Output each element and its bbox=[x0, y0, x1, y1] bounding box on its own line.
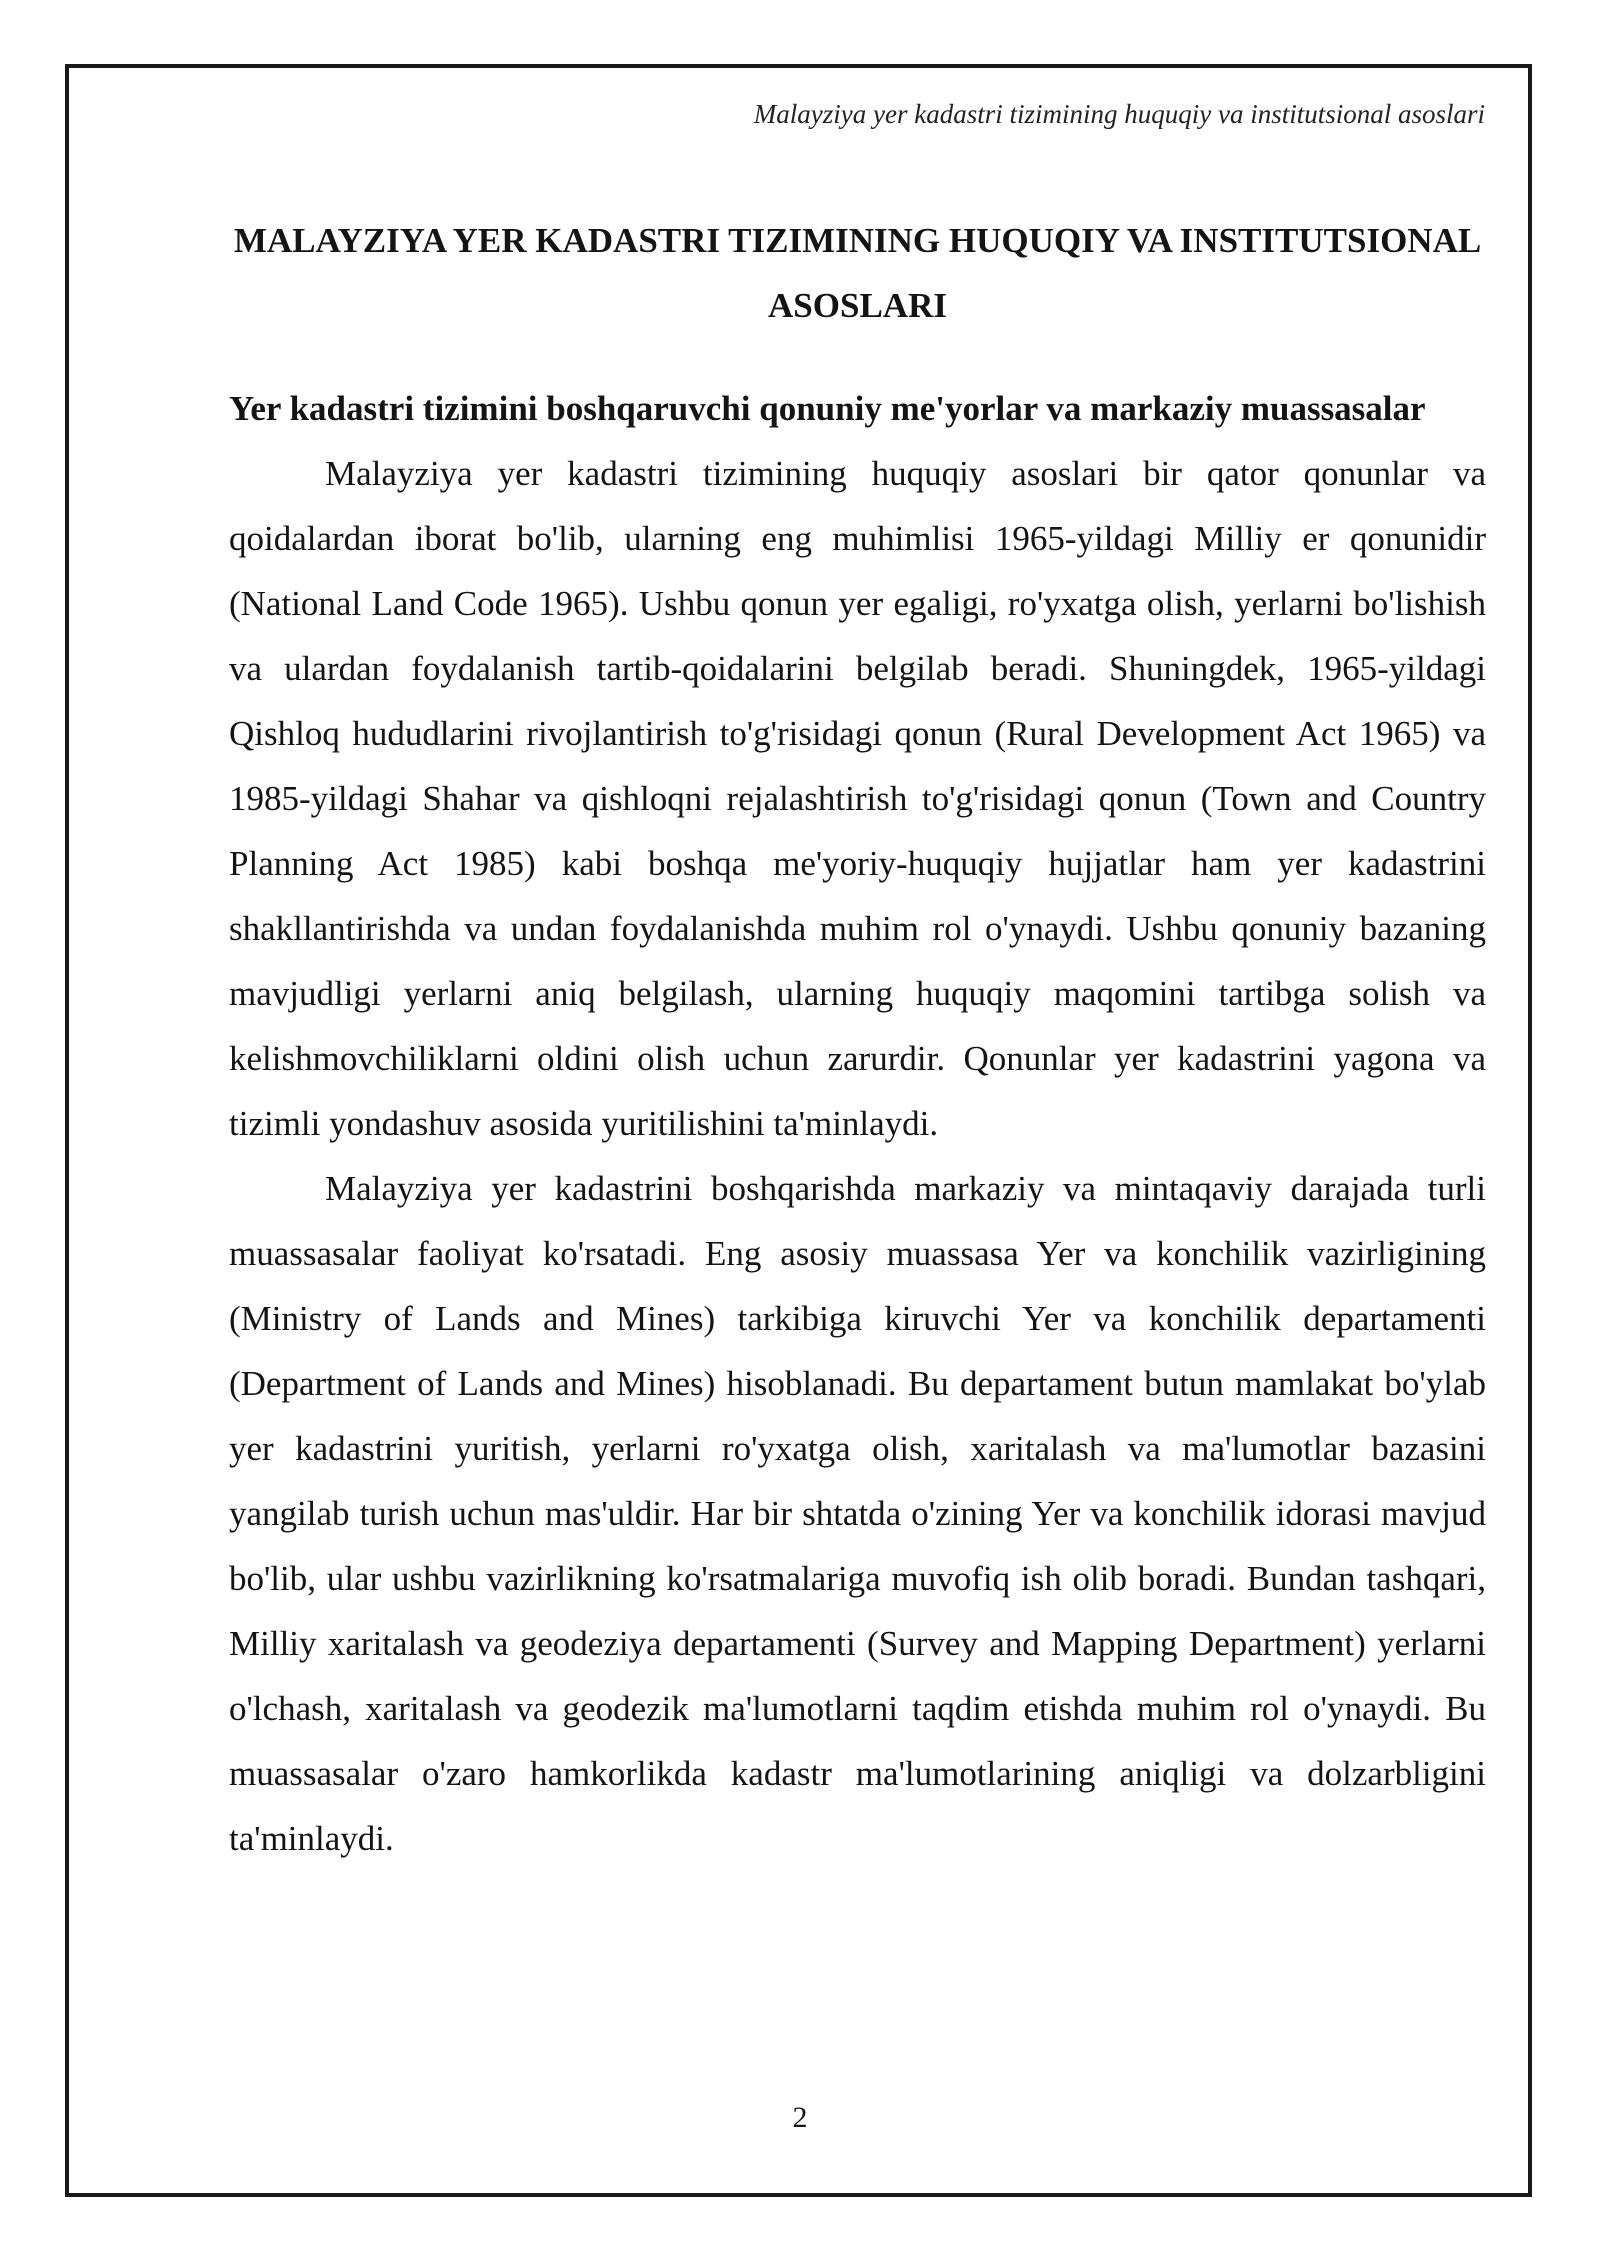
document-body bbox=[229, 208, 1486, 1871]
running-header: Malayziya yer kadastri tizimining huquqiy va institutsional asoslari bbox=[753, 99, 1485, 129]
section-heading: Yer kadastri tizimini boshqaruvchi qonuniy me'yorlar va markaziy muassasalar bbox=[229, 389, 1426, 428]
page-number: 2 bbox=[792, 2101, 808, 2134]
body-paragraph: Malayziya yer kadastri tizimining huquqiy asoslari bir qator qonunlar va qoidalardan iborat bo'lib, ularning eng muhimlisi 1965-yildagi Milliy er qonunidir (National Land Code 1965). Ushbu qonun yer egaligi, ro'yxatga olish, yerlarni bo'lishish va ulardan foydalanish tartib-qoidalarini belgilab beradi. Shuningdek, 1965-yildagi Qishloq hududlarini rivojlantirish to'g'risidagi qonun (Rural Development Act 1965) va 1985-yildagi Shahar va qishloqni rejalashtirish to'g'risidagi qonun (Town and Country Planning Act 1985) kabi boshqa me'yoriy-huquqiy hujjatlar ham yer kadastrini shakllantirishda va undan foydalanishda muhim rol o'ynaydi. Ushbu qonuniy bazaning mavjudligi yerlarni aniq belgilash, ularning huquqiy maqomini tartibga solish va kelishmovchiliklarni oldini olish uchun zarurdir. Qonunlar yer kadastrini yagona va tizimli yondashuv asosida yuritilishini ta'minlaydi. bbox=[229, 454, 1486, 1143]
document-title: MALAYZIYA YER KADASTRI TIZIMINING HUQUQIY VA INSTITUTSIONAL ASOSLARI bbox=[233, 221, 1482, 325]
body-paragraph: Malayziya yer kadastrini boshqarishda markaziy va mintaqaviy darajada turli muassasalar faoliyat ko'rsatadi. Eng asosiy muassasa Yer va konchilik vazirligining (Ministry of Lands and Mines) tarkibiga kiruvchi Yer va konchilik departamenti (Department of Lands and Mines) hisoblanadi. Bu departament butun mamlakat bo'ylab yer kadastrini yuritish, yerlarni ro'yxatga olish, xaritalash va ma'lumotlar bazasini yangilab turish uchun mas'uldir. Har bir shtatda o'zining Yer va konchilik idorasi mavjud bo'lib, ular ushbu vazirlikning ko'rsatmalariga muvofiq ish olib boradi. Bundan tashqari, Milliy xaritalash va geodeziya departamenti (Survey and Mapping Department) yerlarni o'lchash, xaritalash va geodezik ma'lumotlarni taqdim etishda muhim rol o'ynaydi. Bu muassasalar o'zaro hamkorlikda kadastr ma'lumotlarining aniqligi va dolzarbligini ta'minlaydi. bbox=[229, 1169, 1486, 1858]
